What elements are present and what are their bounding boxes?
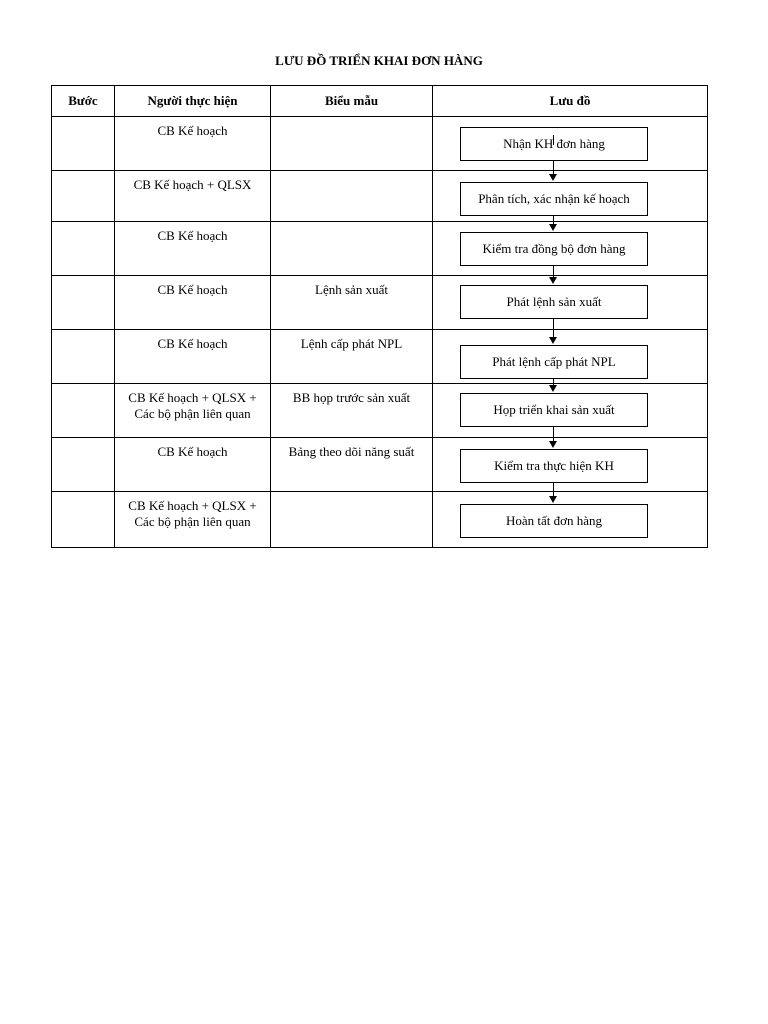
flowchart-step-box: Hoàn tất đơn hàng (460, 504, 648, 538)
cell-performer (115, 222, 271, 276)
cell-step-text (52, 117, 114, 123)
flowchart-step-box: Kiểm tra đồng bộ đơn hàng (460, 232, 648, 266)
cell-step-text (52, 384, 114, 390)
table-row (52, 276, 708, 330)
cell-step (52, 117, 115, 171)
cell-performer-text: CB Kế hoạch (157, 123, 228, 138)
cell-performer-text: CB Kế hoạch (157, 444, 228, 459)
cell-form-text (271, 117, 432, 123)
cell-flowchart (433, 222, 708, 276)
cell-performer (115, 171, 271, 222)
cell-performer (115, 117, 271, 171)
table-row (52, 117, 708, 171)
cell-step (52, 222, 115, 276)
cell-form (271, 171, 433, 222)
cell-performer (115, 492, 271, 548)
header-performer: Người thực hiện (115, 86, 271, 117)
cell-step (52, 492, 115, 548)
arrow-down-icon (549, 277, 557, 284)
cell-step (52, 384, 115, 438)
cell-flowchart (433, 276, 708, 330)
arrow-down-icon (549, 385, 557, 392)
cell-flowchart (433, 117, 708, 171)
cell-form-text: Bảng theo dõi năng suất (288, 444, 415, 459)
cell-performer-text: CB Kế hoạch + QLSX + Các bộ phận liên quan (128, 498, 257, 529)
cell-performer-text: CB Kế hoạch (157, 336, 228, 351)
cell-form (271, 117, 433, 171)
cell-step-text (52, 222, 114, 228)
cell-performer-text: CB Kế hoạch + QLSX + Các bộ phận liên quan (128, 390, 257, 421)
arrow-down-icon (549, 441, 557, 448)
cell-form-text (271, 222, 432, 228)
flowchart-step-box: Phát lệnh cấp phát NPL (460, 345, 648, 379)
cell-form-text: Lệnh cấp phát NPL (300, 336, 403, 351)
arrow-down-icon (549, 174, 557, 181)
cell-performer-text: CB Kế hoạch (157, 228, 228, 243)
flowchart-step-box: Kiểm tra thực hiện KH (460, 449, 648, 483)
cell-performer (115, 384, 271, 438)
cell-step (52, 330, 115, 384)
cell-step-text (52, 276, 114, 282)
cell-step-text (52, 330, 114, 336)
header-step: Bước (52, 86, 115, 117)
cell-step-text (52, 171, 114, 177)
flowchart-step-box: Họp triển khai sản xuất (460, 393, 648, 427)
cell-form (271, 276, 433, 330)
cell-step-text (52, 438, 114, 444)
cell-form (271, 438, 433, 492)
flowchart-table (51, 85, 708, 548)
cell-form-text: Lệnh sản xuất (315, 282, 388, 297)
document-title: LƯU ĐỒ TRIỂN KHAI ĐƠN HÀNG (275, 53, 483, 68)
table-row (52, 384, 708, 438)
table-row (52, 330, 708, 384)
cell-performer-text: CB Kế hoạch (157, 282, 228, 297)
cell-performer (115, 330, 271, 384)
flow-connector-line (553, 135, 554, 145)
cell-flowchart (433, 384, 708, 438)
cell-form-text (271, 492, 432, 498)
cell-step (52, 276, 115, 330)
cell-form (271, 492, 433, 548)
cell-form-text (271, 171, 432, 177)
table-header-row (52, 86, 708, 117)
flowchart-step-box: Nhận KH đơn hàng (460, 127, 648, 161)
arrow-down-icon (549, 337, 557, 344)
cell-form (271, 384, 433, 438)
cell-form (271, 222, 433, 276)
cell-performer (115, 438, 271, 492)
flowchart-step-box: Phân tích, xác nhận kế hoạch (460, 182, 648, 216)
table-row (52, 222, 708, 276)
table-row (52, 492, 708, 548)
cell-flowchart (433, 492, 708, 548)
header-flowchart: Lưu đồ (433, 86, 708, 117)
header-form: Biểu mẫu (271, 86, 433, 117)
flowchart-step-box: Phát lệnh sản xuất (460, 285, 648, 319)
cell-step (52, 171, 115, 222)
cell-flowchart (433, 438, 708, 492)
table-row (52, 171, 708, 222)
cell-performer (115, 276, 271, 330)
arrow-down-icon (549, 496, 557, 503)
cell-step-text (52, 492, 114, 498)
cell-form (271, 330, 433, 384)
cell-flowchart (433, 171, 708, 222)
arrow-down-icon (549, 224, 557, 231)
cell-performer-text: CB Kế hoạch + QLSX (133, 177, 252, 192)
cell-flowchart (433, 330, 708, 384)
cell-step (52, 438, 115, 492)
table-row (52, 438, 708, 492)
cell-form-text: BB họp trước sản xuất (292, 390, 411, 405)
